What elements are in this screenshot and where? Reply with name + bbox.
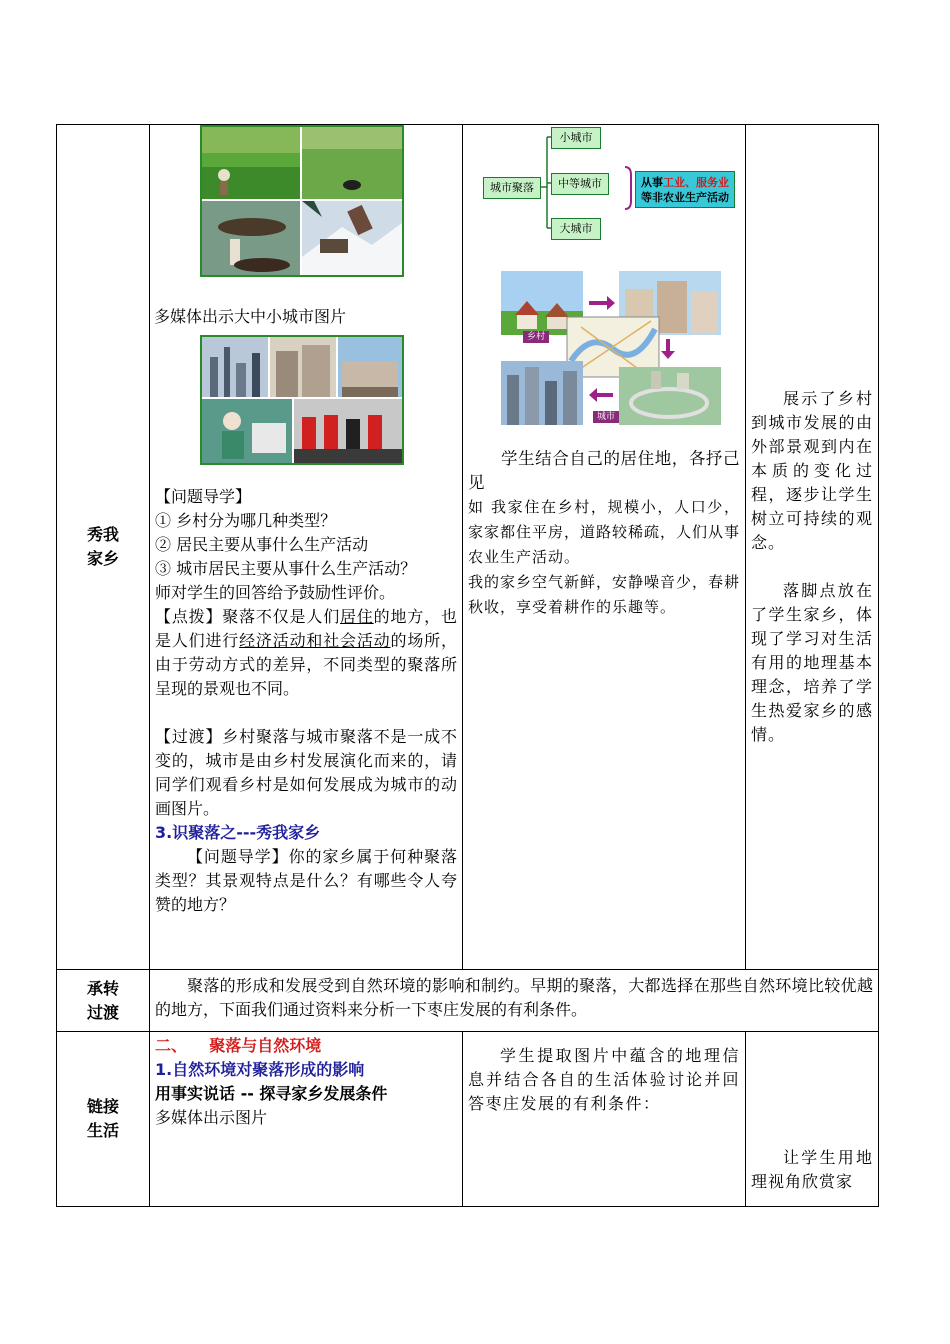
design-intent-cell [746,125,879,970]
city-label: 城市 [593,411,619,423]
village-city-illustration [501,271,721,425]
transition-label: 【过渡】 [155,727,223,746]
city-photo-collage [200,335,404,465]
hint-text-a: 聚落不仅是人们 [222,607,341,626]
hint-text-b: 的地方，也是人们进行 [155,607,457,650]
intent-row3: 让学生用地理视角欣赏家 [751,1148,873,1191]
diagram-medium-city: 中等城市 [551,173,609,195]
activity-text-a: 从事 [641,176,663,189]
guide-title: 【问题导学】 [155,487,252,506]
multimedia-caption-3: 多媒体出示图片 [155,1108,268,1127]
section-label: 秀我家乡 [57,125,150,970]
guide2-paragraph [155,845,457,917]
diagram-root-box: 城市聚落 [483,177,541,199]
student-activity-cell [463,125,746,970]
subheading-facts: 用事实说话 -- 探寻家乡发展条件 [155,1084,388,1103]
transition-row-text: 聚落的形成和发展受到自然环境的影响和制约。早期的聚落，大都选择在那些自然环境比较优越的地方，下面我们通过资料来分析一下枣庄发展的有利条件。 [155,976,873,1019]
student-answer-a: 如 我家住在乡村，规模小，人口少，家家都住平房，道路较稀疏，人们从事农业生产活动。 [468,498,741,566]
row-transition [57,970,879,1032]
transition-paragraph [155,725,457,821]
student-intro: 学生结合自己的居住地，各抒己见 [468,449,740,492]
diagram-large-city: 大城市 [551,218,601,240]
village-to-city-graphic [501,271,721,425]
activity-text-b: 等非农业生产活动 [641,191,729,204]
transition-cell [150,970,879,1032]
rural-photos-illustration [202,127,402,275]
guide2-text: 你的家乡属于何种聚落类型？其景观特点是什么？有哪些令人夸赞的地方？ [155,847,457,914]
row-show-hometown [57,125,879,970]
student-answer-b: 我的家乡空气新鲜，安静噪音少，春耕秋收，享受着耕作的乐趣等。 [468,573,741,616]
subheading-show-hometown: 3.识聚落之---秀我家乡 [155,823,321,842]
hint-label: 【点拨】 [155,607,223,626]
design-intent-cell-3 [746,1032,879,1207]
diagram-activity-box [635,171,735,208]
section-label: 承转过渡 [57,970,150,1032]
subheading-influence: 1.自然环境对聚落形成的影响 [155,1060,365,1079]
urban-settlement-diagram [463,125,745,237]
lesson-table [56,124,879,1207]
hint-underline-2: 经济活动和社会活动 [239,631,391,650]
hint-text-c: 的场所，由于劳动方式的差异，不同类型的聚落所呈现的景观也不同。 [155,631,457,698]
city-photos-illustration [202,337,402,463]
activity-highlight: 工业、服务业 [663,176,729,189]
student-activity-cell-3 [463,1032,746,1207]
diagram-small-city: 小城市 [551,127,601,149]
teacher-activity-cell-3 [150,1032,463,1207]
guide2-label: 【问题导学】 [187,847,289,866]
multimedia-caption: 多媒体出示大中小城市图片 [154,307,347,326]
hint-underline-1: 居住 [340,607,374,626]
row-link-life [57,1032,879,1207]
question-3: ③ 城市居民主要从事什么生产活动？ [155,559,417,578]
intent-paragraph-a: 展示了乡村到城市发展的由外部景观到内在本质的变化过程，逐步让学生树立可持续的观念。 [751,389,873,552]
village-label: 乡村 [523,331,549,343]
question-1: ① 乡村分为哪几种类型？ [155,511,337,530]
question-2: ② 居民主要从事什么生产活动 [155,535,369,554]
intent-paragraph-b: 落脚点放在了学生家乡，体现了学习对生活有用的地理基本理念，培养了学生热爱家乡的感情。 [751,581,873,744]
teacher-praise: 师对学生的回答给予鼓励性评价。 [155,583,396,602]
hint-paragraph [155,605,457,701]
teacher-activity-cell [150,125,463,970]
section-heading: 二、 聚落与自然环境 [155,1036,322,1055]
student-discussion: 学生提取图片中蕴含的地理信息并结合各自的生活体验讨论并回答枣庄发展的有利条件： [468,1046,740,1113]
transition-text: 乡村聚落与城市聚落不是一成不变的，城市是由乡村发展演化而来的，请同学们观看乡村是如何发展成为城市的动画图片。 [155,727,457,818]
rural-photo-collage [200,125,404,277]
section-label: 链接生活 [57,1032,150,1207]
